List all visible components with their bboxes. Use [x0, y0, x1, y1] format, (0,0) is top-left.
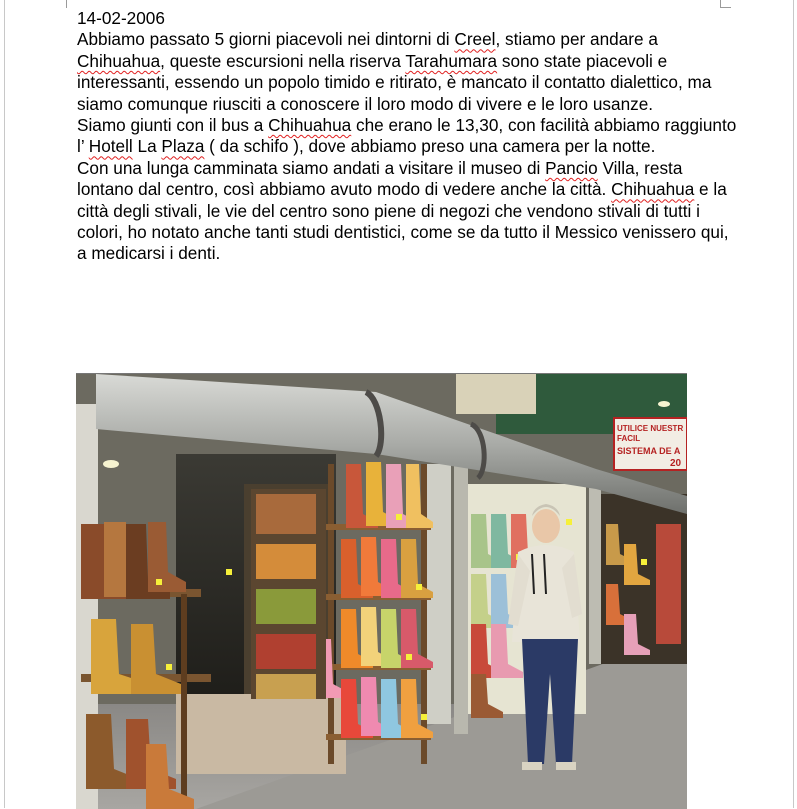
paragraph-1 — [77, 29, 737, 115]
text-segment: Con una lunga camminata siamo andati a visitare il museo di — [77, 157, 546, 178]
paragraph-3 — [77, 158, 737, 265]
text-segment: che erano le 13,30, con facilità abbiamo raggiunto l’ — [77, 115, 737, 157]
page-right-border — [793, 0, 794, 808]
misspelled-word[interactable]: Chihuahua — [268, 115, 352, 136]
text-segment: sono state piacevoli e interessanti, essendo un popolo timido e ritirato, è mancato il contatto dialettico, ma siamo comunque riusciti a conoscere il loro modo di vivere e le loro usanze. — [77, 50, 712, 114]
page-left-border — [4, 0, 5, 808]
text-segment: La — [132, 136, 162, 157]
paragraph-2 — [77, 115, 737, 158]
document-date: 14-02-2006 — [77, 8, 165, 28]
document-body[interactable] — [77, 8, 737, 265]
margin-corner-mark-left — [66, 0, 67, 8]
shop-sign-line1: UTILICE NUESTR — [617, 424, 684, 433]
shop-sign-line2: FACIL — [617, 434, 641, 443]
misspelled-word[interactable]: Pancio — [545, 157, 598, 178]
misspelled-word[interactable]: Hotell — [88, 136, 133, 157]
misspelled-word[interactable]: Tarahumara — [405, 50, 498, 71]
text-segment: ( da schifo ), dove abbiamo preso una camera per la notte. — [204, 136, 656, 157]
misspelled-word[interactable]: Chihuahua — [611, 179, 695, 200]
shop-sign-line3: SISTEMA DE A — [617, 446, 681, 456]
text-segment: , queste escursioni nella riserva — [160, 50, 406, 71]
misspelled-word[interactable]: Chihuahua — [77, 50, 161, 71]
misspelled-word[interactable]: Creel — [454, 29, 496, 50]
text-segment: Villa, resta lontano dal centro, così abbiamo avuto modo di vedere anche la città. — [77, 157, 683, 200]
text-segment: , stiamo per andare a — [495, 29, 658, 50]
text-segment: Siamo giunti con il bus a — [77, 115, 269, 136]
shop-sign-line4: 20 — [670, 458, 682, 469]
misspelled-word[interactable]: Plaza — [161, 136, 205, 157]
text-segment: e la città degli stivali, le vie del centro sono piene di negozi che vendono stivali di tutti i colori, ho notato anche tanti studi dentistici, come se da tutto il Messico venissero qui, a medicarsi i denti. — [77, 179, 729, 264]
text-segment: Abbiamo passato 5 giorni piacevoli nei dintorni di — [77, 29, 455, 50]
boot-shop-photo[interactable] — [76, 373, 687, 809]
